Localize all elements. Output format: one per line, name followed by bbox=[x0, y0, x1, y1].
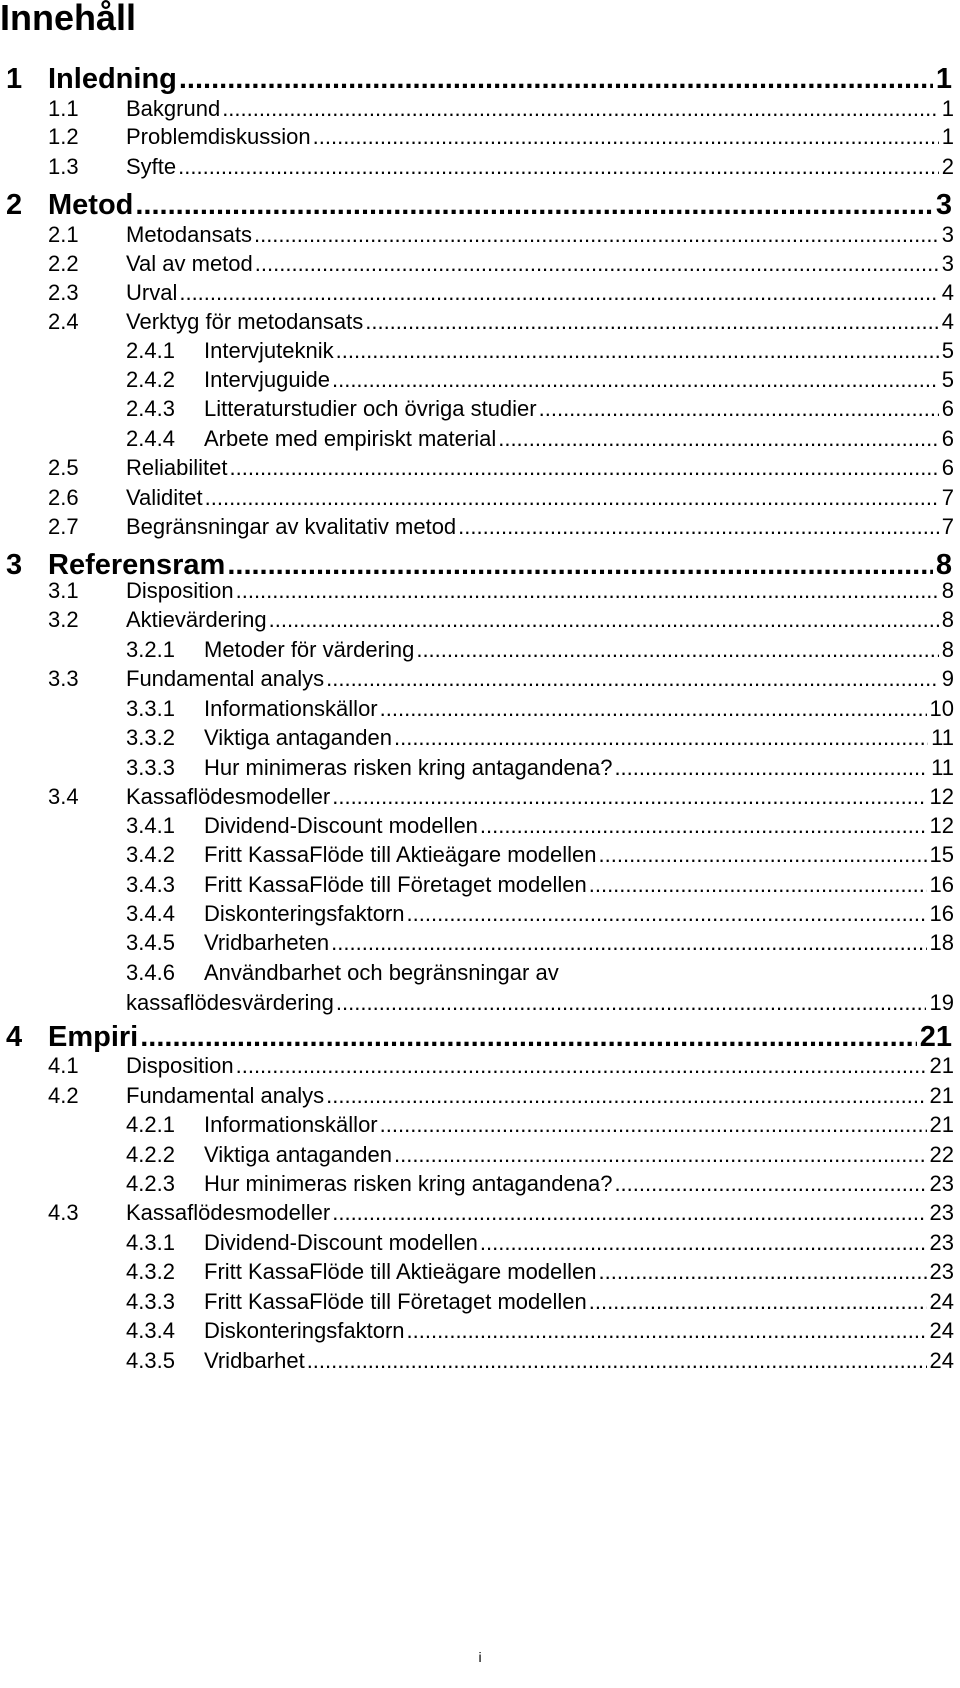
toc-entry[interactable] bbox=[0, 1289, 960, 1315]
toc-entry-page: 21 bbox=[929, 1053, 954, 1078]
toc-entry-page: 24 bbox=[929, 1318, 954, 1343]
toc-entry-page: 4 bbox=[941, 309, 954, 334]
toc-entry[interactable] bbox=[0, 62, 960, 96]
toc-leader-dots bbox=[326, 666, 939, 692]
toc-entry-number: 3.4.1 bbox=[126, 813, 175, 838]
toc-entry-title: Intervjuteknik bbox=[204, 338, 334, 363]
toc-leader-dots bbox=[458, 514, 939, 540]
toc-entry-title: Fundamental analys bbox=[126, 1083, 325, 1108]
toc-entry-title: Diskonteringsfaktorn bbox=[204, 1318, 405, 1343]
toc-entry-number: 2.5 bbox=[48, 455, 79, 480]
toc-entry[interactable] bbox=[0, 637, 960, 663]
toc-entry-number: 4.3.1 bbox=[126, 1230, 175, 1255]
toc-entry[interactable] bbox=[0, 901, 960, 927]
toc-entry-number: 3.4 bbox=[48, 784, 79, 809]
toc-entry[interactable] bbox=[0, 666, 960, 692]
toc-entry[interactable] bbox=[0, 1200, 960, 1226]
toc-entry-title: Dividend-Discount modellen bbox=[204, 1230, 478, 1255]
toc-entry-page: 16 bbox=[929, 872, 954, 897]
toc-entry-page: 23 bbox=[929, 1171, 954, 1196]
toc-entry[interactable] bbox=[0, 1171, 960, 1197]
toc-leader-dots bbox=[254, 222, 939, 248]
toc-entry-title: Dividend-Discount modellen bbox=[204, 813, 478, 838]
toc-entry[interactable] bbox=[0, 578, 960, 604]
toc-entry[interactable] bbox=[0, 930, 960, 956]
toc-leader-dots bbox=[135, 188, 932, 222]
toc-leader-dots bbox=[255, 251, 939, 277]
toc-entry-page: 5 bbox=[941, 338, 954, 363]
toc-entry-page: 11 bbox=[931, 725, 954, 750]
toc-entry-title: Metodansats bbox=[126, 222, 252, 247]
toc-entry-title: Informationskällor bbox=[204, 1112, 378, 1137]
toc-entry-title: Begränsningar av kvalitativ metod bbox=[126, 514, 457, 539]
toc-entry-page: 19 bbox=[929, 990, 954, 1015]
toc-entry-page: 16 bbox=[929, 901, 954, 926]
toc-entry-page: 3 bbox=[941, 222, 954, 247]
toc-entry[interactable] bbox=[0, 222, 960, 248]
toc-entry-title: Metod bbox=[48, 189, 134, 221]
toc-entry-page: 23 bbox=[929, 1230, 954, 1255]
toc-leader-dots bbox=[236, 578, 939, 604]
toc-entry-number: 1.3 bbox=[48, 154, 79, 179]
toc-entry[interactable] bbox=[0, 607, 960, 633]
toc-entry[interactable] bbox=[0, 367, 960, 393]
toc-entry[interactable] bbox=[0, 1083, 960, 1109]
toc-entry-title: Val av metod bbox=[126, 251, 253, 276]
toc-leader-dots bbox=[380, 696, 927, 722]
toc-leader-dots bbox=[599, 1259, 927, 1285]
toc-entry-page: 1 bbox=[935, 63, 952, 95]
toc-entry-title: Empiri bbox=[48, 1021, 139, 1053]
toc-entry-page: 3 bbox=[935, 189, 952, 221]
toc-entry-page: 18 bbox=[929, 930, 954, 955]
toc-entry-title: Syfte bbox=[126, 154, 177, 179]
toc-entry[interactable] bbox=[0, 124, 960, 150]
toc-entry-page: 24 bbox=[929, 1289, 954, 1314]
toc-entry-page: 7 bbox=[941, 514, 954, 539]
toc-entry[interactable] bbox=[0, 455, 960, 481]
toc-entry-number: 3.4.6 bbox=[126, 960, 175, 985]
toc-entry-title: Problemdiskussion bbox=[126, 124, 311, 149]
toc-leader-dots bbox=[307, 1348, 927, 1374]
toc-entry-page: 3 bbox=[941, 251, 954, 276]
toc-entry-title: Vridbarhet bbox=[204, 1348, 305, 1373]
toc-entry-number: 2.4 bbox=[48, 309, 79, 334]
toc-entry-title: Hur minimeras risken kring antagandena? bbox=[204, 755, 613, 780]
toc-leader-dots bbox=[230, 455, 939, 481]
toc-entry-continuation[interactable] bbox=[0, 990, 960, 1016]
toc-entry-number: 2.4.1 bbox=[126, 338, 175, 363]
toc-entry[interactable] bbox=[0, 842, 960, 868]
toc-entry-number: 1.2 bbox=[48, 124, 79, 149]
toc-entry-number: 2.7 bbox=[48, 514, 79, 539]
toc-leader-dots bbox=[336, 990, 926, 1016]
toc-entry-page: 12 bbox=[929, 813, 954, 838]
toc-entry-title: Fritt KassaFlöde till Aktieägare modellen bbox=[204, 1259, 597, 1284]
toc-entry-number: 4.2.1 bbox=[126, 1112, 175, 1137]
toc-entry-page: 24 bbox=[929, 1348, 954, 1373]
toc-leader-dots bbox=[407, 1318, 927, 1344]
toc-leader-dots bbox=[236, 1053, 927, 1079]
toc-entry[interactable] bbox=[0, 1053, 960, 1079]
toc-leader-dots bbox=[365, 309, 939, 335]
toc-leader-dots bbox=[614, 755, 928, 781]
toc-entry[interactable] bbox=[0, 813, 960, 839]
toc-entry-number: 3.2.1 bbox=[126, 637, 175, 662]
page-title: Innehåll bbox=[0, 0, 137, 38]
toc-entry[interactable] bbox=[0, 872, 960, 898]
toc-entry-page: 6 bbox=[941, 426, 954, 451]
toc-entry[interactable] bbox=[0, 1230, 960, 1256]
toc-entry-page: 11 bbox=[931, 755, 954, 780]
toc-leader-dots bbox=[336, 338, 939, 364]
toc-entry-title: Fritt KassaFlöde till Aktieägare modellen bbox=[204, 842, 597, 867]
toc-entry-title: Kassaflödesmodeller bbox=[126, 784, 331, 809]
toc-leader-dots bbox=[394, 1142, 927, 1168]
toc-entry[interactable] bbox=[0, 154, 960, 180]
toc-entry-title: Kassaflödesmodeller bbox=[126, 1200, 331, 1225]
toc-entry-page: 23 bbox=[929, 1200, 954, 1225]
toc-entry[interactable] bbox=[0, 514, 960, 540]
toc-leader-dots bbox=[416, 637, 938, 663]
toc-entry-number: 2.6 bbox=[48, 485, 79, 510]
toc-entry-title: Disposition bbox=[126, 578, 234, 603]
toc-entry-page: 22 bbox=[929, 1142, 954, 1167]
toc-leader-dots bbox=[380, 1112, 927, 1138]
toc-entry-title: Fritt KassaFlöde till Företaget modellen bbox=[204, 1289, 587, 1314]
toc-entry[interactable] bbox=[0, 309, 960, 335]
toc-entry[interactable] bbox=[0, 251, 960, 277]
toc-entry-number: 3.3.3 bbox=[126, 755, 175, 780]
toc-entry-page: 8 bbox=[935, 549, 952, 581]
footer-page-number: i bbox=[478, 1649, 482, 1665]
toc-entry-number: 3.4.4 bbox=[126, 901, 175, 926]
toc-entry-number: 3.2 bbox=[48, 607, 79, 632]
toc-leader-dots bbox=[498, 426, 939, 452]
toc-entry[interactable] bbox=[0, 188, 960, 222]
toc-leader-dots bbox=[394, 725, 928, 751]
toc-entry-number: 2.3 bbox=[48, 280, 79, 305]
toc-entry[interactable] bbox=[0, 1142, 960, 1168]
toc-entry[interactable] bbox=[0, 725, 960, 751]
toc-leader-dots bbox=[205, 485, 939, 511]
toc-entry-title: Fundamental analys bbox=[126, 666, 325, 691]
toc-leader-dots bbox=[332, 1200, 926, 1226]
toc-entry-number: 4.2.3 bbox=[126, 1171, 175, 1196]
toc-entry-title: Fritt KassaFlöde till Företaget modellen bbox=[204, 872, 587, 897]
toc-entry-page: 21 bbox=[929, 1112, 954, 1137]
toc-entry-title: Metoder för värdering bbox=[204, 637, 415, 662]
toc-entry-number: 4.3.4 bbox=[126, 1318, 175, 1343]
toc-leader-dots bbox=[331, 930, 926, 956]
toc-entry-page: 1 bbox=[941, 124, 954, 149]
toc-entry-number: 4.3.5 bbox=[126, 1348, 175, 1373]
toc-entry-number: 4.3 bbox=[48, 1200, 79, 1225]
toc-leader-dots bbox=[614, 1171, 926, 1197]
toc-entry[interactable] bbox=[0, 338, 960, 364]
toc-entry-page: 8 bbox=[941, 637, 954, 662]
toc-entry-page: 8 bbox=[941, 607, 954, 632]
toc-entry-page: 7 bbox=[941, 485, 954, 510]
toc-entry-number: 2.4.4 bbox=[126, 426, 175, 451]
toc-entry-title: Validitet bbox=[126, 485, 203, 510]
toc-leader-dots bbox=[326, 1083, 926, 1109]
toc-entry-page: 6 bbox=[941, 396, 954, 421]
toc-entry-number: 2.2 bbox=[48, 251, 79, 276]
toc-entry[interactable] bbox=[0, 548, 960, 582]
toc-leader-dots bbox=[222, 96, 939, 122]
toc-entry-number: 3.3.1 bbox=[126, 696, 175, 721]
toc-entry[interactable] bbox=[0, 1259, 960, 1285]
toc-entry-number: 4.3.3 bbox=[126, 1289, 175, 1314]
toc-entry-page: 12 bbox=[929, 784, 954, 809]
toc-entry[interactable] bbox=[0, 696, 960, 722]
toc-entry-number: 4.2 bbox=[48, 1083, 79, 1108]
toc-entry-number: 4.2.2 bbox=[126, 1142, 175, 1167]
toc-entry[interactable] bbox=[0, 426, 960, 452]
toc-entry[interactable] bbox=[0, 960, 960, 986]
toc-entry-title: Disposition bbox=[126, 1053, 234, 1078]
toc-entry-number: 4.1 bbox=[48, 1053, 79, 1078]
toc-entry[interactable] bbox=[0, 1318, 960, 1344]
toc-entry-number: 1.1 bbox=[48, 96, 79, 121]
toc-leader-dots bbox=[332, 367, 939, 393]
toc-entry-number: 3.4.3 bbox=[126, 872, 175, 897]
toc-entry-title: Bakgrund bbox=[126, 96, 221, 121]
toc-leader-dots bbox=[269, 607, 939, 633]
toc-entry-title: Arbete med empiriskt material bbox=[204, 426, 497, 451]
toc-entry[interactable] bbox=[0, 485, 960, 511]
toc-entry-number: 3.3 bbox=[48, 666, 79, 691]
toc-entry-title: Referensram bbox=[48, 549, 226, 581]
toc-entry-number: 4.3.2 bbox=[126, 1259, 175, 1284]
toc-entry[interactable] bbox=[0, 755, 960, 781]
toc-entry-title: Informationskällor bbox=[204, 696, 378, 721]
toc-entry-page: 9 bbox=[941, 666, 954, 691]
toc-entry-page: 8 bbox=[941, 578, 954, 603]
toc-entry-title: Intervjuguide bbox=[204, 367, 330, 392]
toc-entry-title: Användbarhet och begränsningar av bbox=[204, 960, 559, 985]
toc-entry-number: 2.4.3 bbox=[126, 396, 175, 421]
toc-entry-title: Urval bbox=[126, 280, 178, 305]
toc-leader-dots bbox=[227, 548, 933, 582]
toc-entry-title: Verktyg för metodansats bbox=[126, 309, 364, 334]
toc-entry-title: Viktiga antaganden bbox=[204, 725, 392, 750]
toc-entry-number: 3.3.2 bbox=[126, 725, 175, 750]
toc-entry[interactable] bbox=[0, 1348, 960, 1374]
toc-entry[interactable] bbox=[0, 784, 960, 810]
toc-entry-title: Reliabilitet bbox=[126, 455, 228, 480]
toc-entry-number: 2 bbox=[6, 189, 23, 221]
toc-entry-number: 3.4.5 bbox=[126, 930, 175, 955]
toc-entry[interactable] bbox=[0, 280, 960, 306]
toc-entry-title: Aktievärdering bbox=[126, 607, 267, 632]
toc-entry-title: Viktiga antaganden bbox=[204, 1142, 392, 1167]
toc-leader-dots bbox=[480, 813, 927, 839]
toc-leader-dots bbox=[539, 396, 939, 422]
toc-entry-number: 3 bbox=[6, 549, 23, 581]
toc-leader-dots bbox=[179, 62, 933, 96]
toc-entry-title: Inledning bbox=[48, 63, 177, 95]
toc-entry[interactable] bbox=[0, 1020, 960, 1054]
toc-leader-dots bbox=[178, 154, 939, 180]
toc-entry-page: 4 bbox=[941, 280, 954, 305]
toc-entry-number: 1 bbox=[6, 63, 23, 95]
toc-entry-page: 5 bbox=[941, 367, 954, 392]
toc-entry-page: 23 bbox=[929, 1259, 954, 1284]
toc-entry-page: 2 bbox=[941, 154, 954, 179]
toc-entry[interactable] bbox=[0, 96, 960, 122]
toc-entry-number: 2.4.2 bbox=[126, 367, 175, 392]
toc-entry-page: 6 bbox=[941, 455, 954, 480]
toc-leader-dots bbox=[407, 901, 927, 927]
toc-entry-title: Hur minimeras risken kring antagandena? bbox=[204, 1171, 613, 1196]
toc-entry-number: 4 bbox=[6, 1021, 23, 1053]
toc-entry-page: 10 bbox=[929, 696, 954, 721]
toc-entry[interactable] bbox=[0, 396, 960, 422]
toc-leader-dots bbox=[332, 784, 926, 810]
toc-entry-page: 21 bbox=[919, 1021, 952, 1053]
toc-leader-dots bbox=[589, 872, 927, 898]
toc-entry-number: 3.4.2 bbox=[126, 842, 175, 867]
toc-entry-page: 21 bbox=[929, 1083, 954, 1108]
toc-entry-title-continuation: kassaflödesvärdering bbox=[126, 990, 334, 1015]
toc-leader-dots bbox=[589, 1289, 927, 1315]
toc-leader-dots bbox=[179, 280, 938, 306]
toc-entry-number: 3.1 bbox=[48, 578, 79, 603]
toc-entry-number: 2.1 bbox=[48, 222, 79, 247]
toc-entry-page: 15 bbox=[929, 842, 954, 867]
toc-leader-dots bbox=[480, 1230, 927, 1256]
toc-leader-dots bbox=[313, 124, 939, 150]
toc-entry-title: Diskonteringsfaktorn bbox=[204, 901, 405, 926]
toc-leader-dots bbox=[599, 842, 927, 868]
toc-entry-page: 1 bbox=[941, 96, 954, 121]
toc-entry-title: Litteraturstudier och övriga studier bbox=[204, 396, 537, 421]
toc-entry-title: Vridbarheten bbox=[204, 930, 330, 955]
toc-entry[interactable] bbox=[0, 1112, 960, 1138]
toc-leader-dots bbox=[140, 1020, 916, 1054]
